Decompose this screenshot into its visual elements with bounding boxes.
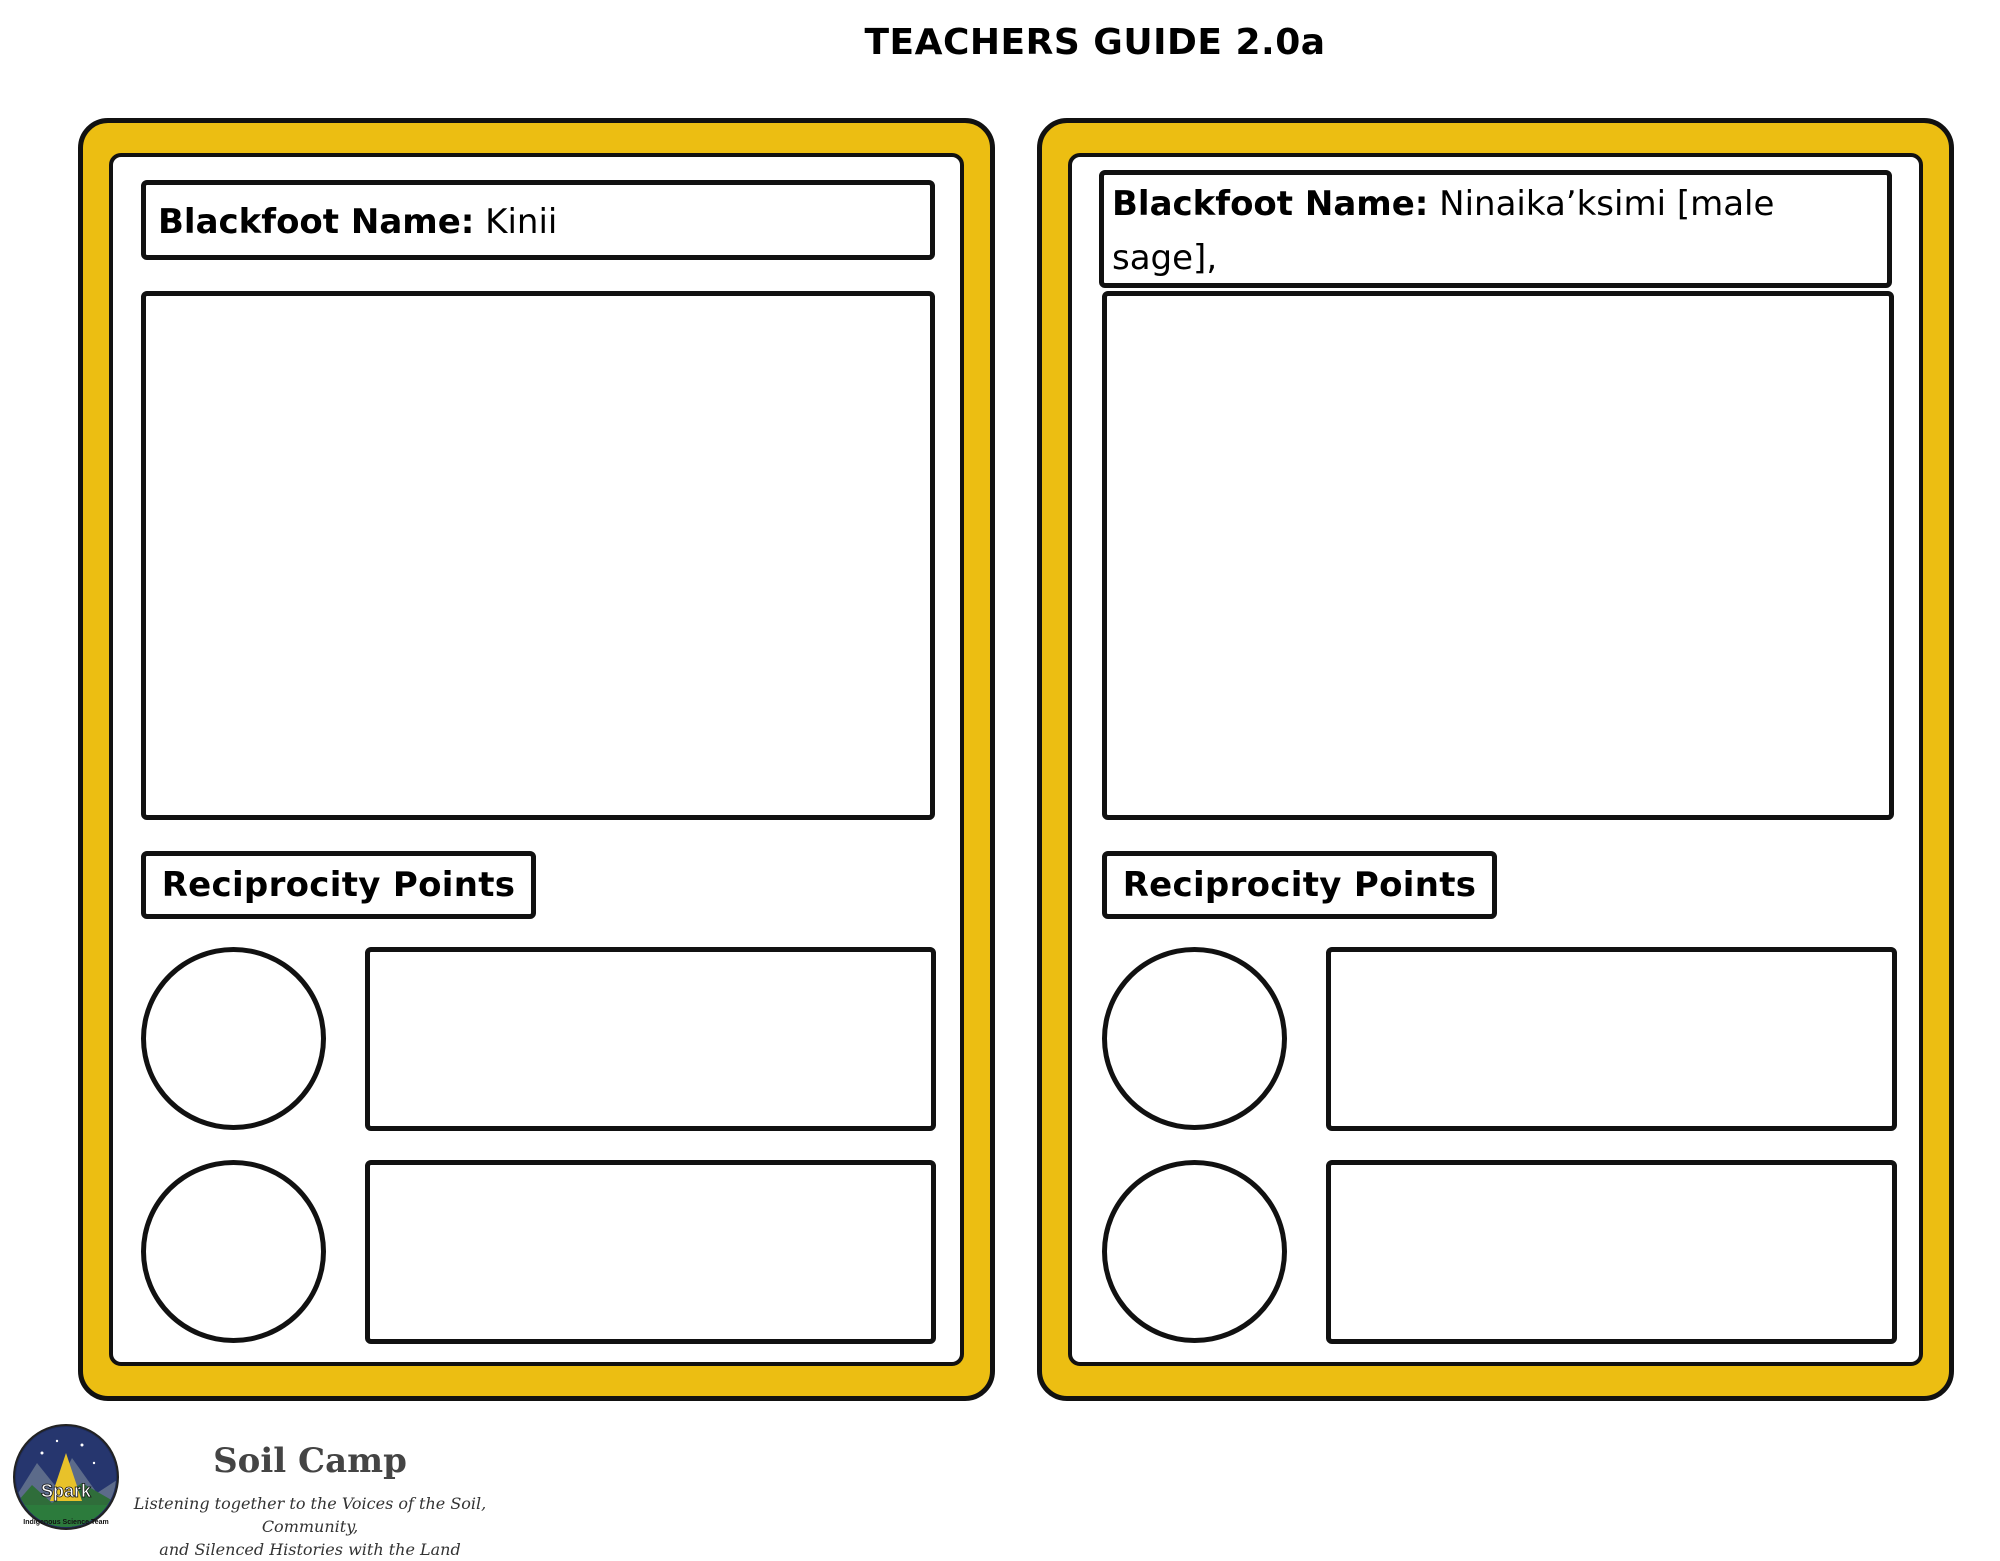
reciprocity-circle-2 (1102, 1160, 1287, 1343)
logo-text-ring: Indigenous Science Team (23, 1519, 109, 1526)
footer-subtitle-line1: Listening together to the Voices of the Soil, Community, (133, 1494, 487, 1536)
page-title: TEACHERS GUIDE 2.0a (864, 22, 1326, 63)
spark-logo (12, 1423, 120, 1531)
blackfoot-name-label: Blackfoot Name: (158, 202, 475, 242)
reciprocity-points-label: Reciprocity Points (141, 851, 536, 919)
reciprocity-circle-1 (1102, 947, 1287, 1130)
reciprocity-text-box-2 (365, 1160, 936, 1344)
blackfoot-name-value: Ninaika’ksimi [male sage], (1112, 184, 1775, 278)
image-box (141, 291, 935, 820)
footer-title: Soil Camp (213, 1441, 407, 1481)
reciprocity-points-label: Reciprocity Points (1102, 851, 1497, 919)
footer-subtitle (115, 1492, 505, 1561)
reciprocity-circle-1 (141, 947, 326, 1130)
blackfoot-name-label: Blackfoot Name: (1112, 184, 1429, 224)
reciprocity-text-box-2 (1326, 1160, 1897, 1344)
reciprocity-text-box-1 (365, 947, 936, 1131)
blackfoot-name-box (141, 180, 935, 260)
blackfoot-name-value: Kinii (485, 202, 558, 242)
footer-subtitle-line2: and Silenced Histories with the Land (159, 1540, 461, 1559)
reciprocity-circle-2 (141, 1160, 326, 1343)
blackfoot-name-box (1099, 170, 1892, 288)
reciprocity-text-box-1 (1326, 947, 1897, 1131)
image-box (1102, 291, 1894, 820)
logo-text-main: Spark (40, 1481, 92, 1501)
